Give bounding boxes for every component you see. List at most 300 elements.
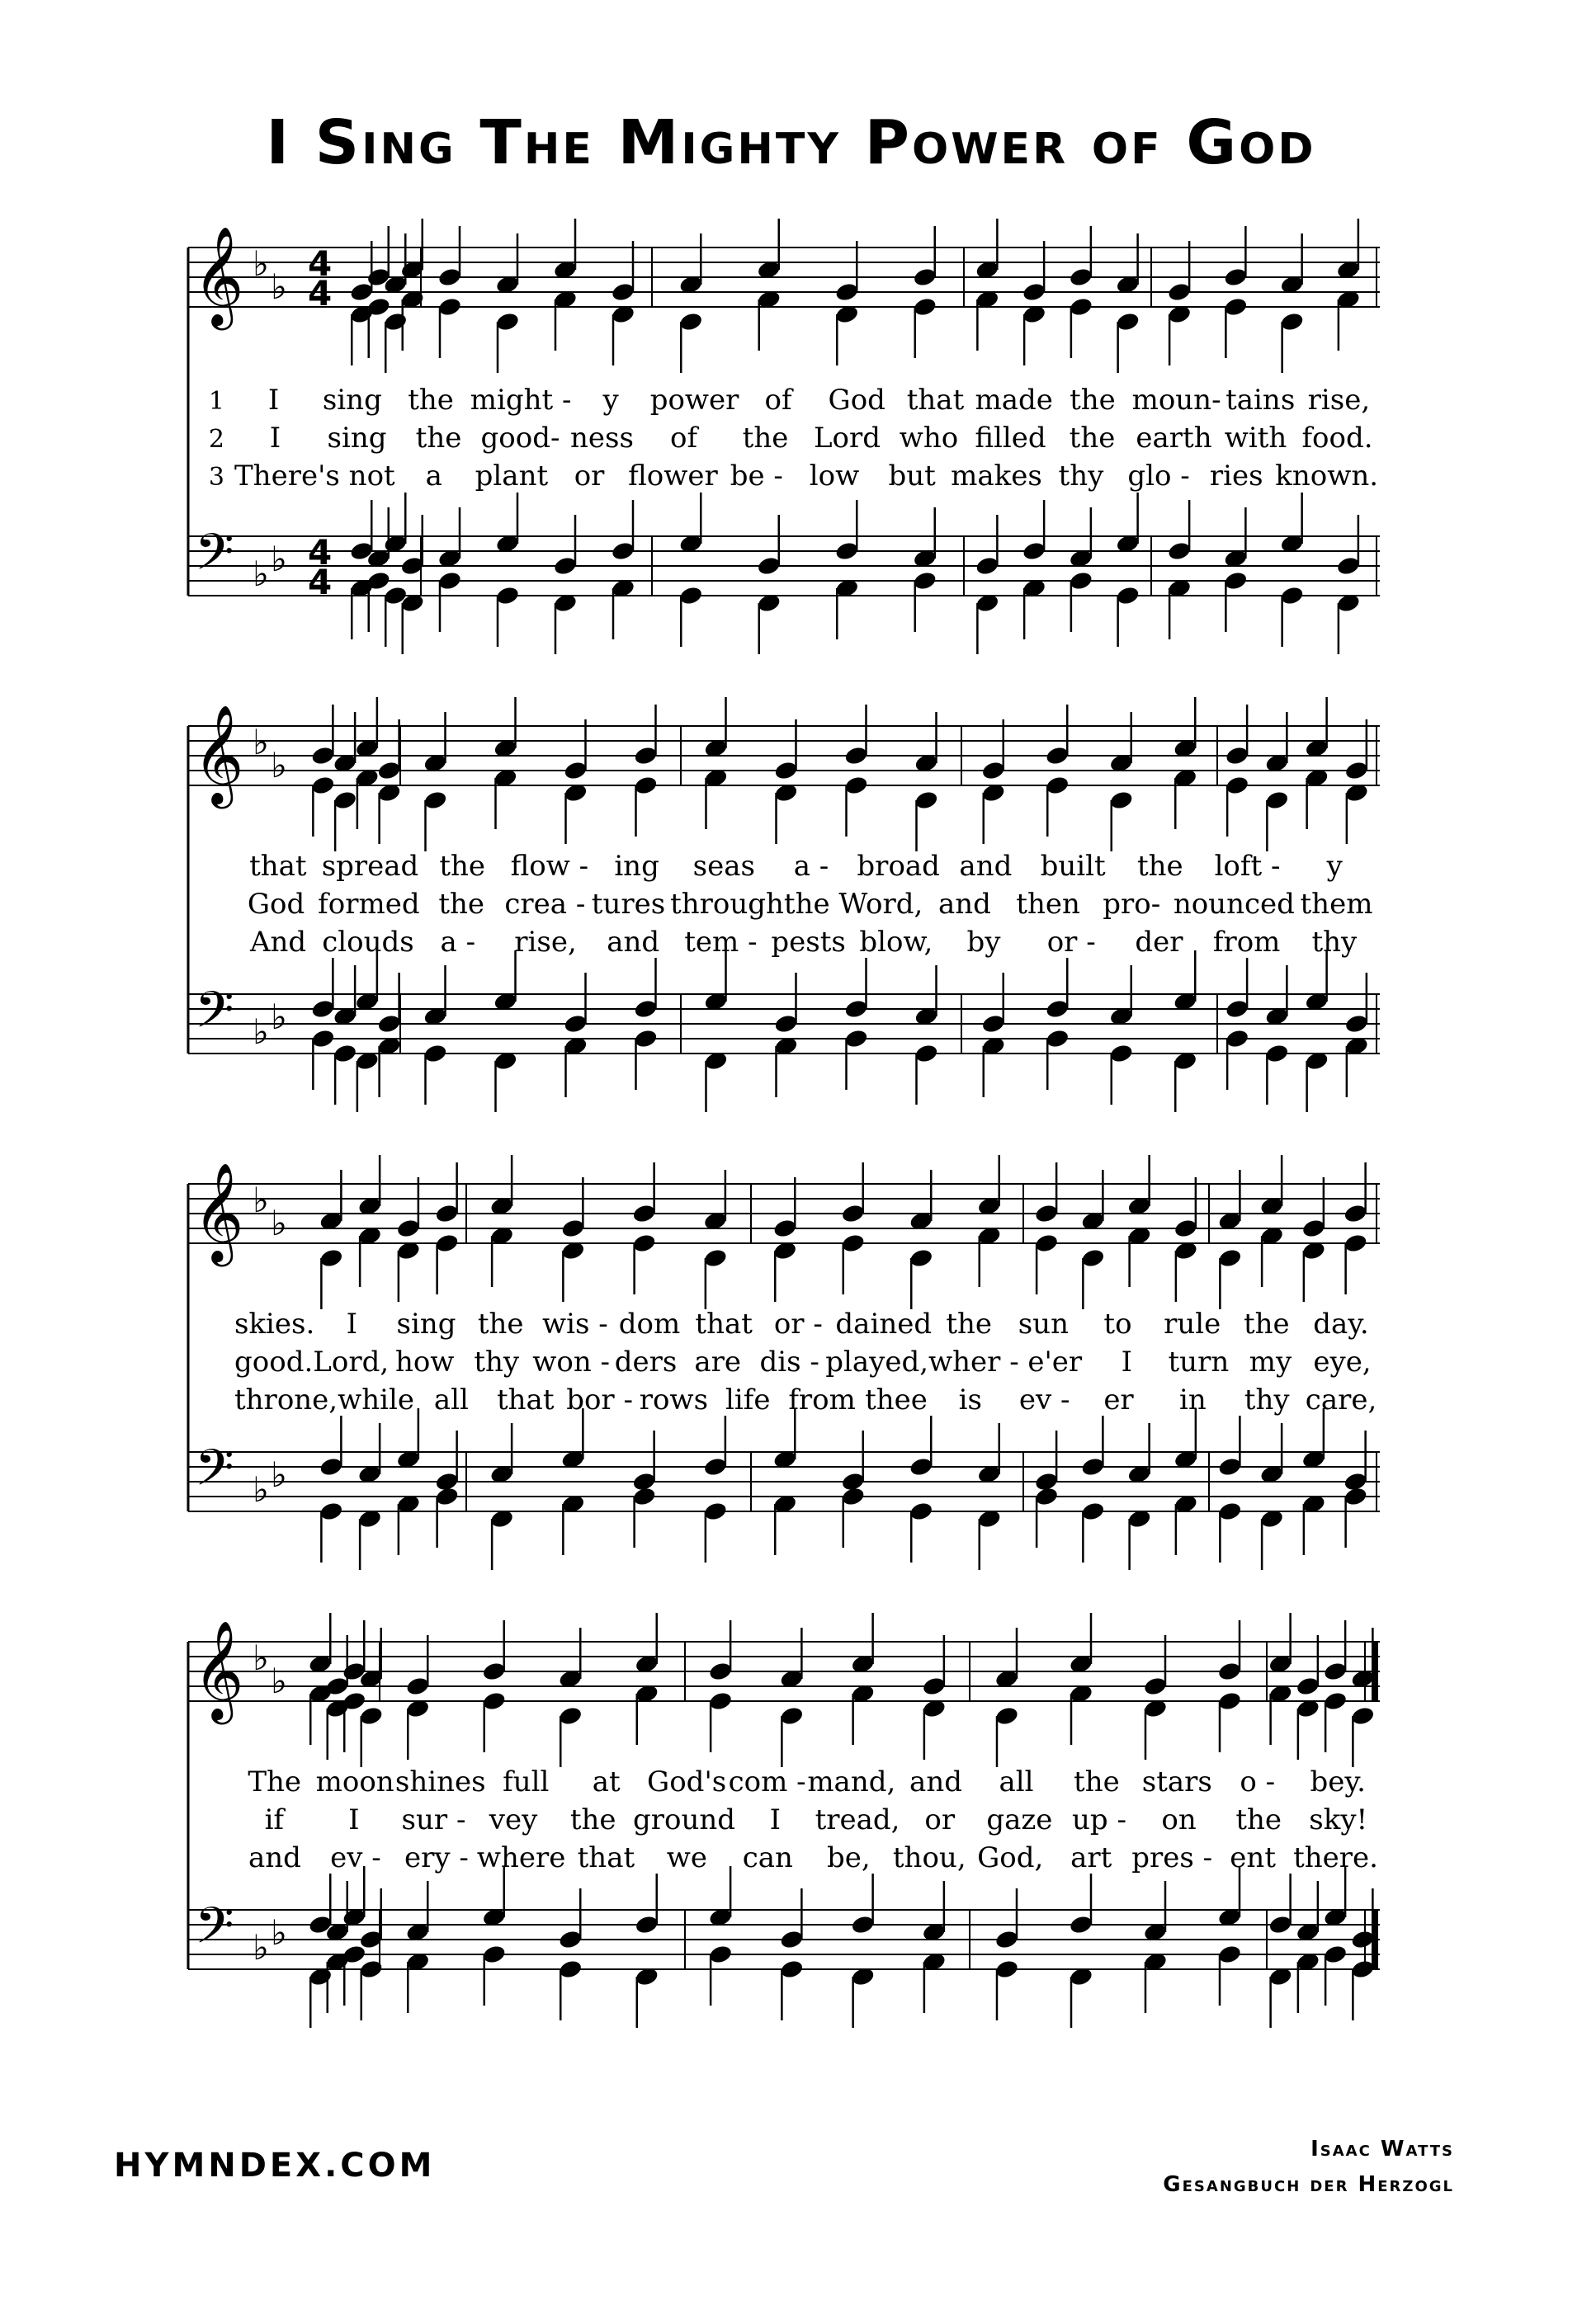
- lyric-syllable: skies.: [234, 1308, 315, 1341]
- lyric-syllable: sky!: [1309, 1803, 1368, 1836]
- melody-note: [1296, 1676, 1321, 1697]
- alto-note: [1264, 790, 1290, 811]
- verse-line: [190, 460, 1378, 499]
- lyric-syllable: from: [1212, 926, 1281, 959]
- lyric-syllable: thee: [865, 1384, 928, 1417]
- bass-note: [1279, 585, 1305, 606]
- lyric-syllable: the: [1235, 1803, 1282, 1836]
- lyric-syllable: the: [438, 888, 485, 921]
- lyric-syllable: day.: [1313, 1308, 1369, 1341]
- lyric-syllable: ery -: [404, 1841, 469, 1874]
- alto-note: [1217, 1247, 1243, 1269]
- melody-note: [376, 760, 402, 781]
- melody-note: [1344, 760, 1370, 781]
- bass-note: [678, 585, 704, 606]
- lyric-syllable: There's not: [234, 460, 395, 493]
- lyric-syllable: known.: [1275, 460, 1379, 493]
- tenor-note: [1080, 1456, 1106, 1478]
- lyric-syllable: the: [569, 1803, 616, 1836]
- lyric-syllable: food.: [1301, 422, 1373, 455]
- lyric-syllable: or: [574, 460, 605, 493]
- lyric-syllable: wis -: [541, 1308, 608, 1341]
- verse-line: [190, 1384, 1378, 1423]
- lyric-syllable: God's: [647, 1765, 727, 1798]
- lyric-syllable: God: [247, 888, 305, 921]
- lyric-syllable: der: [1135, 926, 1183, 959]
- lyric-syllable: tread,: [815, 1803, 900, 1836]
- lyric-syllable: sing: [327, 422, 387, 455]
- lyric-syllable: ground: [632, 1803, 736, 1836]
- melody-note: [843, 745, 869, 766]
- tenor-note: [975, 555, 1000, 577]
- lyric-syllable: how: [394, 1346, 455, 1379]
- tenor-note: [909, 1456, 934, 1478]
- lyric-syllable: can: [742, 1841, 793, 1874]
- alto-note: [423, 790, 448, 811]
- lyric-syllable: a -: [793, 850, 829, 883]
- time-signature-top: 4: [308, 243, 333, 284]
- lyric-syllable: makes: [951, 460, 1042, 493]
- lyric-syllable: rule: [1164, 1308, 1221, 1341]
- melody-note: [396, 1218, 422, 1239]
- lyric-syllable: where: [476, 1841, 566, 1874]
- lyric-syllable: tains: [1225, 384, 1296, 417]
- lyric-syllable: who: [899, 422, 959, 455]
- alto-note: [909, 1247, 934, 1269]
- lyric-syllable: glo -: [1127, 460, 1190, 493]
- lyric-syllable: flower: [628, 460, 718, 493]
- alto-note: [333, 790, 358, 811]
- melody-note: [912, 266, 937, 288]
- tenor-note: [779, 1929, 805, 1950]
- lyric-syllable: and: [959, 850, 1013, 883]
- lyric-syllable: dis -: [759, 1346, 819, 1379]
- lyric-syllable: the: [477, 1308, 524, 1341]
- bass-note: [912, 570, 937, 592]
- tenor-note: [611, 540, 636, 562]
- verse-line: [190, 1803, 1378, 1843]
- lyric-syllable: with: [1224, 422, 1287, 455]
- melody-note: [1323, 1661, 1348, 1682]
- time-signature-top: 4: [308, 532, 333, 573]
- bass-note: [1343, 1486, 1368, 1507]
- lyric-syllable: all: [999, 1765, 1034, 1798]
- lyric-syllable: mand,: [807, 1765, 896, 1798]
- lyric-syllable: God: [828, 384, 885, 417]
- lyric-syllable: or -: [1046, 926, 1096, 959]
- lyric-syllable: thy: [1244, 1384, 1290, 1417]
- lyric-syllable: nounced: [1173, 888, 1295, 921]
- lyric-syllable: or: [924, 1803, 956, 1836]
- lyric-syllable: good-: [480, 422, 560, 455]
- alto-note: [912, 296, 937, 318]
- tenor-note: [834, 540, 860, 562]
- flat-icon: ♭: [271, 1912, 287, 1953]
- lyric-syllable: the: [1070, 384, 1116, 417]
- melody-note: [1143, 1676, 1169, 1697]
- lyric-syllable: rise,: [514, 926, 577, 959]
- lyric-syllable: thou,: [892, 1841, 966, 1874]
- alto-note: [1279, 311, 1305, 332]
- melody-note: [563, 760, 588, 781]
- alto-note: [437, 296, 463, 318]
- bass-note: [631, 1486, 657, 1507]
- lyric-syllable: are: [694, 1346, 741, 1379]
- alto-note: [994, 1705, 1020, 1727]
- verse-line: [190, 850, 1378, 889]
- verse-line: [190, 422, 1378, 461]
- lyric-syllable: crea -: [504, 888, 586, 921]
- bass-note: [423, 1043, 448, 1064]
- bass-note: [1045, 1028, 1070, 1049]
- lyric-syllable: ev -: [330, 1841, 381, 1874]
- lyric-syllable: I: [348, 1803, 360, 1836]
- bass-clef-icon: 𝄢: [195, 1897, 234, 1968]
- lyric-syllable: plant: [475, 460, 549, 493]
- bass-note: [708, 1944, 734, 1965]
- lyric-syllable: the: [408, 384, 454, 417]
- tenor-note: [634, 1914, 659, 1935]
- lyric-syllable: power: [649, 384, 739, 417]
- lyric-syllable: And: [249, 926, 307, 959]
- lyric-syllable: I: [1121, 1346, 1133, 1379]
- melody-note: [708, 1661, 734, 1682]
- flat-icon: ♭: [253, 243, 269, 284]
- lyric-syllable: ing: [614, 850, 659, 883]
- verse-number: 3: [208, 463, 224, 492]
- melody-note: [773, 760, 799, 781]
- tenor-note: [1167, 540, 1192, 562]
- flat-icon: ♭: [253, 1180, 269, 1220]
- lyric-syllable: Lord,: [313, 1346, 390, 1379]
- lyric-syllable: o -: [1240, 1765, 1276, 1798]
- verse-line: [190, 1308, 1378, 1347]
- bass-note: [1223, 570, 1249, 592]
- bass-note: [633, 1028, 659, 1049]
- lyric-syllable: at: [592, 1765, 621, 1798]
- lyric-syllable: bey.: [1310, 1765, 1366, 1798]
- verse-number: 1: [208, 387, 224, 416]
- tenor-note: [1022, 540, 1047, 562]
- lyric-syllable: built: [1040, 850, 1106, 883]
- lyric-syllable: pro-: [1103, 888, 1161, 921]
- tenor-note: [850, 1914, 876, 1935]
- melody-note: [437, 266, 463, 288]
- site-logo[interactable]: HYMNDEX.COM: [114, 2147, 436, 2185]
- treble-clef-icon: 𝄞: [193, 225, 244, 326]
- lyric-syllable: life: [725, 1384, 771, 1417]
- bass-note: [1323, 1944, 1348, 1965]
- flat-icon: ♭: [253, 1638, 269, 1678]
- bass-note: [495, 585, 521, 606]
- bass-clef-icon: 𝄢: [195, 1439, 234, 1510]
- flat-icon: ♭: [271, 1454, 287, 1495]
- lyric-syllable: spread: [321, 850, 419, 883]
- lyric-syllable: I: [346, 1308, 358, 1341]
- melody-note: [1225, 745, 1250, 766]
- melody-note: [1174, 1218, 1199, 1239]
- lyric-syllable: filled: [975, 422, 1046, 455]
- tenor-note: [980, 1013, 1006, 1035]
- lyric-syllable: seas: [692, 850, 755, 883]
- alto-note: [1080, 1247, 1106, 1269]
- alto-note: [495, 311, 521, 332]
- lyric-syllable: ev -: [1018, 1384, 1070, 1417]
- bass-note: [1108, 1043, 1134, 1064]
- lyric-syllable: ries: [1209, 460, 1263, 493]
- lyric-syllable: low: [809, 460, 860, 493]
- melody-note: [560, 1218, 586, 1239]
- bass-note: [1217, 1944, 1243, 1965]
- bass-note: [1264, 1043, 1290, 1064]
- lyric-syllable: on: [1161, 1803, 1197, 1836]
- lyric-syllable: sun: [1018, 1308, 1069, 1341]
- lyric-syllable: up -: [1072, 1803, 1126, 1836]
- bass-note: [333, 1043, 358, 1064]
- lyric-syllable: care,: [1305, 1384, 1377, 1417]
- lyric-syllable: shines: [394, 1765, 486, 1798]
- alto-note: [1069, 296, 1094, 318]
- lyric-syllable: er: [1103, 1384, 1134, 1417]
- lyric-syllable: that: [577, 1841, 635, 1874]
- lyric-syllable: I: [269, 422, 281, 455]
- lyric-syllable: tem -: [684, 926, 758, 959]
- lyric-syllable: there.: [1293, 1841, 1378, 1874]
- lyric-syllable: blow,: [859, 926, 933, 959]
- alto-note: [1034, 1233, 1060, 1254]
- alto-note: [633, 775, 659, 796]
- melody-note: [310, 745, 336, 766]
- lyric-syllable: turn: [1168, 1346, 1230, 1379]
- lyric-syllable: God,: [977, 1841, 1044, 1874]
- verse-line: [190, 1765, 1378, 1805]
- lyric-syllable: to: [1103, 1308, 1132, 1341]
- bass-note: [437, 570, 463, 592]
- lyric-syllable: thy: [474, 1346, 520, 1379]
- lyric-syllable: that: [497, 1384, 555, 1417]
- melody-note: [772, 1218, 798, 1239]
- alto-note: [1217, 1690, 1243, 1712]
- lyric-syllable: earth: [1136, 422, 1212, 455]
- treble-clef-icon: 𝄞: [193, 704, 244, 804]
- lyric-syllable: broad: [857, 850, 940, 883]
- tenor-note: [1069, 1914, 1094, 1935]
- tenor-note: [319, 1456, 344, 1478]
- lyric-syllable: a -: [440, 926, 476, 959]
- lyric-syllable: and: [937, 888, 991, 921]
- verse-line: [190, 1346, 1378, 1385]
- tenor-note: [773, 1013, 799, 1035]
- treble-clef-icon: 𝄞: [193, 1162, 244, 1262]
- lyric-syllable: the: [415, 422, 462, 455]
- lyric-syllable: dom: [618, 1308, 681, 1341]
- alto-note: [383, 311, 408, 332]
- tenor-note: [994, 1929, 1020, 1950]
- melody-note: [611, 281, 636, 303]
- bass-clef-icon: 𝄢: [195, 981, 234, 1052]
- bass-note: [1225, 1028, 1250, 1049]
- lyric-syllable: I: [267, 384, 280, 417]
- bass-note: [994, 1959, 1020, 1980]
- lyric-syllable: the: [1074, 1765, 1120, 1798]
- flat-icon: ♭: [271, 997, 287, 1037]
- melody-note: [834, 281, 860, 303]
- lyric-syllable: the: [1069, 422, 1116, 455]
- verse-line: [190, 926, 1378, 965]
- time-signature-bottom: 4: [308, 273, 333, 313]
- lyric-syllable: won -: [532, 1346, 611, 1379]
- alto-note: [1045, 775, 1070, 796]
- tune-credit: Gesangbuch der Herzogl: [1163, 2172, 1454, 2197]
- tenor-note: [1045, 998, 1070, 1020]
- alto-note: [914, 790, 939, 811]
- bass-note: [909, 1501, 934, 1522]
- alto-note: [558, 1705, 583, 1727]
- tenor-note: [633, 998, 659, 1020]
- lyric-syllable: that: [695, 1308, 753, 1341]
- lyric-syllable: good.: [234, 1346, 314, 1379]
- lyric-syllable: then: [1016, 888, 1080, 921]
- lyric-syllable: that: [249, 850, 307, 883]
- lyric-syllable: by: [966, 926, 1001, 959]
- melody-note: [434, 1203, 460, 1224]
- flat-icon: ♭: [271, 745, 287, 785]
- lyric-syllable: rise,: [1307, 384, 1371, 417]
- alto-note: [319, 1247, 344, 1269]
- hymn-title: I Sing The Mighty Power of God: [266, 107, 1316, 178]
- melody-note: [1022, 281, 1047, 303]
- melody-note: [1223, 266, 1249, 288]
- verse-line: [190, 888, 1378, 927]
- lyric-syllable: and: [909, 1765, 962, 1798]
- alto-note: [358, 1705, 384, 1727]
- tenor-note: [703, 1456, 729, 1478]
- melody-note: [922, 1676, 947, 1697]
- bass-note: [319, 1501, 344, 1522]
- lyric-syllable: the Word,: [783, 888, 923, 921]
- bass-note: [558, 1959, 583, 1980]
- verse-number: 2: [208, 425, 224, 454]
- lyric-syllable: them: [1300, 888, 1373, 921]
- verse-line: [190, 384, 1378, 423]
- melody-note: [1069, 266, 1094, 288]
- lyric-syllable: be -: [730, 460, 783, 493]
- lyric-syllable: loft -: [1214, 850, 1281, 883]
- alto-note: [779, 1705, 805, 1727]
- lyric-syllable: through: [670, 888, 784, 921]
- lyric-syllable: flow -: [510, 850, 589, 883]
- lyric-syllable: thy: [1311, 926, 1358, 959]
- tenor-note: [563, 1013, 588, 1035]
- lyric-syllable: my: [1249, 1346, 1292, 1379]
- melody-note: [980, 760, 1006, 781]
- tenor-note: [843, 998, 869, 1020]
- flat-icon: ♭: [271, 1203, 287, 1243]
- lyric-syllable: thy: [1058, 460, 1104, 493]
- bass-note: [1034, 1486, 1060, 1507]
- lyric-syllable: dained: [835, 1308, 933, 1341]
- bass-clef-icon: 𝄢: [195, 523, 234, 594]
- melody-note: [633, 745, 659, 766]
- lyric-syllable: the: [1243, 1308, 1290, 1341]
- tenor-note: [376, 1013, 402, 1035]
- lyric-syllable: played,: [825, 1346, 929, 1379]
- lyric-syllable: the: [946, 1308, 993, 1341]
- lyric-syllable: of: [764, 384, 792, 417]
- lyric-syllable: ders: [614, 1346, 678, 1379]
- lyric-syllable: I: [769, 1803, 782, 1836]
- flat-icon: ♭: [271, 266, 287, 307]
- lyric-syllable: rows: [639, 1384, 709, 1417]
- bass-note: [310, 1028, 336, 1049]
- lyric-syllable: formed: [318, 888, 420, 921]
- lyric-syllable: the: [439, 850, 486, 883]
- lyric-syllable: might -: [470, 384, 572, 417]
- lyric-syllable: y: [1326, 850, 1343, 883]
- flat-icon: ♭: [253, 554, 269, 594]
- lyric-syllable: made: [975, 384, 1053, 417]
- lyric-syllable: sing: [396, 1308, 456, 1341]
- lyric-syllable: pests: [771, 926, 846, 959]
- tenor-note: [1336, 555, 1362, 577]
- verse-line: [190, 1841, 1378, 1881]
- flat-icon: ♭: [271, 1661, 287, 1701]
- melody-note: [1301, 1218, 1327, 1239]
- bass-note: [1115, 585, 1140, 606]
- tenor-note: [558, 1929, 583, 1950]
- bass-note: [703, 1501, 729, 1522]
- alto-note: [678, 311, 704, 332]
- alto-note: [481, 1690, 507, 1712]
- melody-note: [631, 1203, 657, 1224]
- lyric-syllable: and: [607, 926, 660, 959]
- flat-icon: ♭: [253, 1469, 269, 1510]
- lyric-syllable: if: [264, 1803, 285, 1836]
- lyric-syllable: eye,: [1313, 1346, 1372, 1379]
- author-credit: Isaac Watts: [1310, 2137, 1454, 2161]
- lyric-syllable: The: [248, 1765, 302, 1798]
- lyric-syllable: be,: [826, 1841, 871, 1874]
- lyric-syllable: ness: [570, 422, 634, 455]
- tenor-note: [310, 998, 336, 1020]
- lyric-syllable: e'er: [1027, 1346, 1083, 1379]
- lyric-syllable: moon: [315, 1765, 394, 1798]
- alto-note: [1223, 296, 1249, 318]
- time-signature-bottom: 4: [308, 562, 333, 602]
- lyric-syllable: Lord: [813, 422, 881, 455]
- lyric-syllable: sur -: [401, 1803, 466, 1836]
- melody-note: [1034, 1203, 1060, 1224]
- flat-icon: ♭: [253, 722, 269, 762]
- lyric-syllable: that: [906, 384, 965, 417]
- lyric-syllable: wher -: [928, 1346, 1019, 1379]
- lyric-syllable: vey: [489, 1803, 538, 1836]
- alto-note: [631, 1233, 657, 1254]
- bass-note: [843, 1028, 869, 1049]
- lyric-syllable: throne,: [234, 1384, 338, 1417]
- lyric-syllable: clouds: [322, 926, 414, 959]
- lyric-syllable: tures: [591, 888, 666, 921]
- tenor-note: [553, 555, 578, 577]
- alto-note: [1343, 1233, 1368, 1254]
- tenor-note: [1217, 1456, 1243, 1478]
- bass-note: [1069, 570, 1094, 592]
- bass-note: [914, 1043, 939, 1064]
- melody-note: [349, 281, 375, 303]
- alto-note: [434, 1233, 460, 1254]
- melody-note: [1045, 745, 1070, 766]
- alto-note: [310, 775, 336, 796]
